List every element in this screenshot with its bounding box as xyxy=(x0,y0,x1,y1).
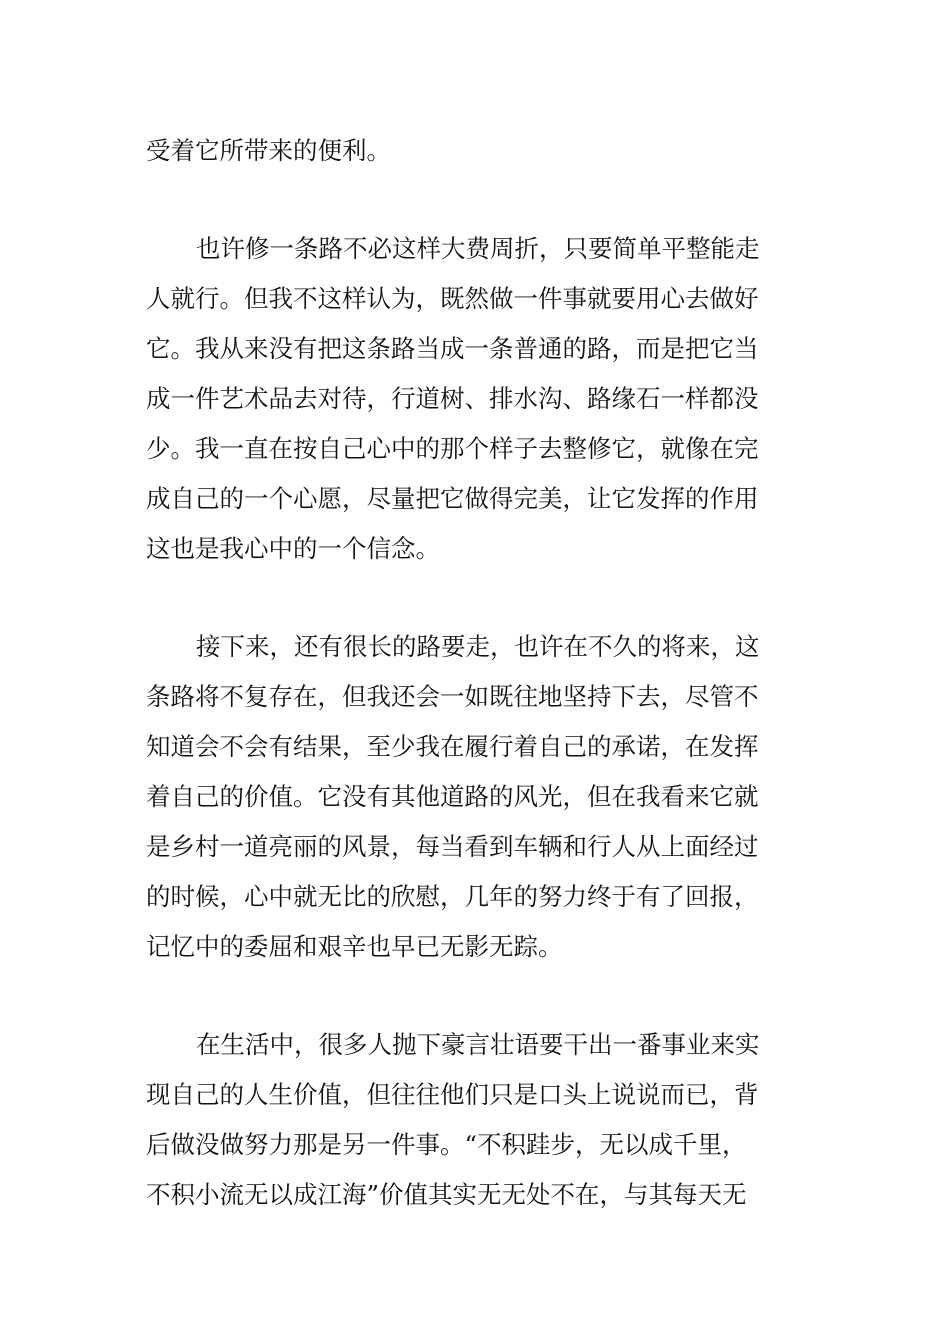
paragraph-line: 人就行。但我不这样认为，既然做一件事就要用心去做好 xyxy=(146,284,759,313)
paragraph-line: 条路将不复存在，但我还会一如既往地坚持下去，尽管不 xyxy=(146,682,759,711)
paragraph-line: 知道会不会有结果，至少我在履行着自己的承诺，在发挥 xyxy=(146,732,759,761)
paragraph-line: 接下来，还有很长的路要走，也许在不久的将来，这 xyxy=(196,632,760,661)
paragraph-line: 不积小流无以成江海”价值其实无无处不在，与其每天无 xyxy=(146,1180,747,1209)
paragraph-line: 这也是我心中的一个信念。 xyxy=(146,534,440,563)
paragraph-line: 它。我从来没有把这条路当成一条普通的路，而是把它当 xyxy=(146,334,759,363)
paragraph-line: 在生活中，很多人抛下豪言壮语要干出一番事业来实 xyxy=(196,1030,760,1059)
paragraph-line: 受着它所带来的便利。 xyxy=(146,136,391,165)
paragraph-line: 成一件艺术品去对待，行道树、排水沟、路缘石一样都没 xyxy=(146,384,759,413)
paragraph-line: 少。我一直在按自己心中的那个样子去整修它，就像在完 xyxy=(146,434,759,463)
paragraph-line: 着自己的价值。它没有其他道路的风光，但在我看来它就 xyxy=(146,782,759,811)
paragraph-line: 记忆中的委屈和艰辛也早已无影无踪。 xyxy=(146,932,563,961)
paragraph-line: 现自己的人生价值，但往往他们只是口头上说说而已，背 xyxy=(146,1080,759,1109)
paragraph-line: 是乡村一道亮丽的风景，每当看到车辆和行人从上面经过 xyxy=(146,832,759,861)
paragraph-line: 的时候，心中就无比的欣慰，几年的努力终于有了回报， xyxy=(146,882,759,911)
paragraph-line: 后做没做努力那是另一件事。“不积跬步，无以成千里， xyxy=(146,1130,747,1159)
paragraph-line: 成自己的一个心愿，尽量把它做得完美，让它发挥的作用 xyxy=(146,484,759,513)
paragraph-line: 也许修一条路不必这样大费周折，只要简单平整能走 xyxy=(196,234,760,263)
